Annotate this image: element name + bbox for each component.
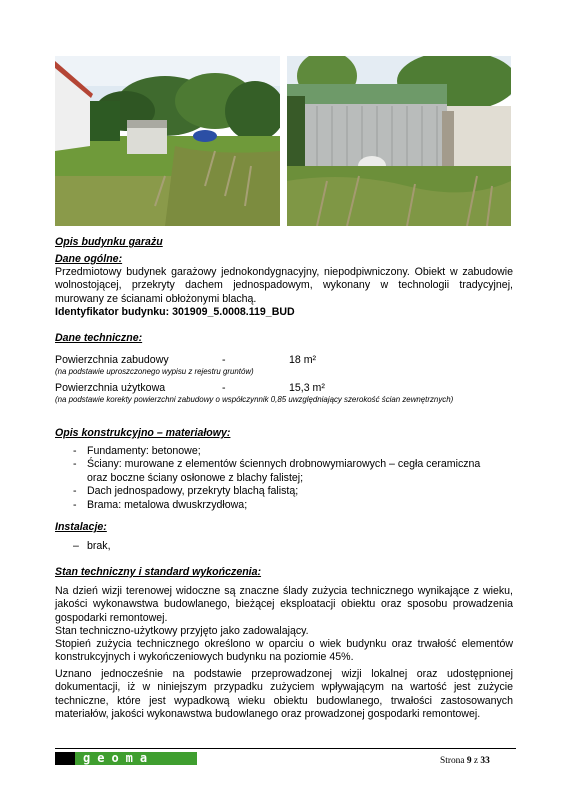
list-item: - Dach jednospadowy, przekryty blachą falistą; bbox=[73, 485, 299, 498]
photo-garage bbox=[287, 56, 511, 226]
built-area-note: (na podstawie uproszczonego wypisu z rejestru gruntów) bbox=[55, 367, 254, 376]
list-item: - Fundamenty: betonowe; bbox=[73, 445, 201, 457]
condition-paragraph-1: Na dzień wizji terenowej widoczne są znaczne ślady zużycia technicznego wynikające z wieku, jakości wykonawstwa budowlanego, bieżącej eksploatacji obiektu oraz sposobu prowadzenia gospodarki remontowej. bbox=[55, 585, 513, 624]
condition-paragraph-2: Stan techniczno-użytkowy przyjęto jako zadowalający. bbox=[55, 625, 309, 637]
section-title: Opis budynku garażu bbox=[55, 236, 163, 248]
built-area-dash: - bbox=[222, 354, 226, 366]
condition-paragraph-3: Stopień zużycia technicznego określono w oparciu o wiek budynku oraz trwałość elementów konstrukcyjnych i wykończeniowych budynku na poziomie 45%. bbox=[55, 638, 513, 664]
built-area-row bbox=[55, 354, 169, 367]
construction-heading: Opis konstrukcyjno – materiałowy: bbox=[55, 427, 231, 439]
technical-heading: Dane techniczne: bbox=[55, 332, 143, 344]
usable-area-value: 15,3 m² bbox=[289, 382, 325, 394]
general-heading: Dane ogólne: bbox=[55, 253, 123, 265]
geoma-logo bbox=[55, 752, 197, 765]
usable-area-label: Powierzchnia użytkowa bbox=[55, 382, 166, 394]
photo-garden bbox=[55, 56, 280, 226]
list-item: – brak, bbox=[73, 540, 111, 552]
installations-list bbox=[55, 540, 495, 553]
built-area-value: 18 m² bbox=[289, 354, 317, 366]
usable-area-dash: - bbox=[222, 382, 226, 394]
construction-list bbox=[55, 445, 495, 512]
logo-black-block bbox=[55, 752, 75, 765]
built-area-label: Powierzchnia zabudowy bbox=[55, 354, 169, 366]
condition-heading: Stan techniczny i standard wykończenia: bbox=[55, 566, 262, 578]
page-number: Strona 9 z 33 bbox=[440, 756, 490, 766]
usable-area-note: (na podstawie korekty powierzchni zabudowy o współczynnik 0,85 uwzględniający szerokość ścian zewnętrznych) bbox=[55, 395, 454, 404]
general-description: Przedmiotowy budynek garażowy jednokondygnacyjny, niepodpiwniczony. Obiekt w zabudowie wolnostojącej, przekryty dachem jednospadowym, wykonany w technologii tradycyjnej, murowany ze ścianami obłożonymi blachą. bbox=[55, 266, 513, 305]
usable-area-row bbox=[55, 382, 165, 395]
list-item: - Ściany: murowane z elementów ściennych drobnowymiarowych – cegła ceramiczna oraz boczne ściany osłonowe z blachy falistej; bbox=[73, 458, 481, 484]
building-identifier: Identyfikator budynku: 301909_5.0008.119_BUD bbox=[55, 306, 295, 318]
installations-heading: Instalacje: bbox=[55, 521, 107, 533]
logo-text: geoma bbox=[75, 752, 197, 765]
list-item: - Brama: metalowa dwuskrzydłowa; bbox=[73, 498, 248, 511]
footer-divider bbox=[55, 748, 516, 749]
condition-paragraph-4: Uznano jednocześnie na podstawie przeprowadzonej wizji lokalnej oraz udostępnionej dokumentacji, iż w niniejszym przypadku zużyciem wpływającym na wartość jest zużycie techniczne, które jest wypadkową wieku obiektu budowlanego, trwałości zastosowanych materiałów, jakości wykonawstwa budowlanego oraz prowadzonej gospodarki remontowej. bbox=[55, 668, 513, 721]
